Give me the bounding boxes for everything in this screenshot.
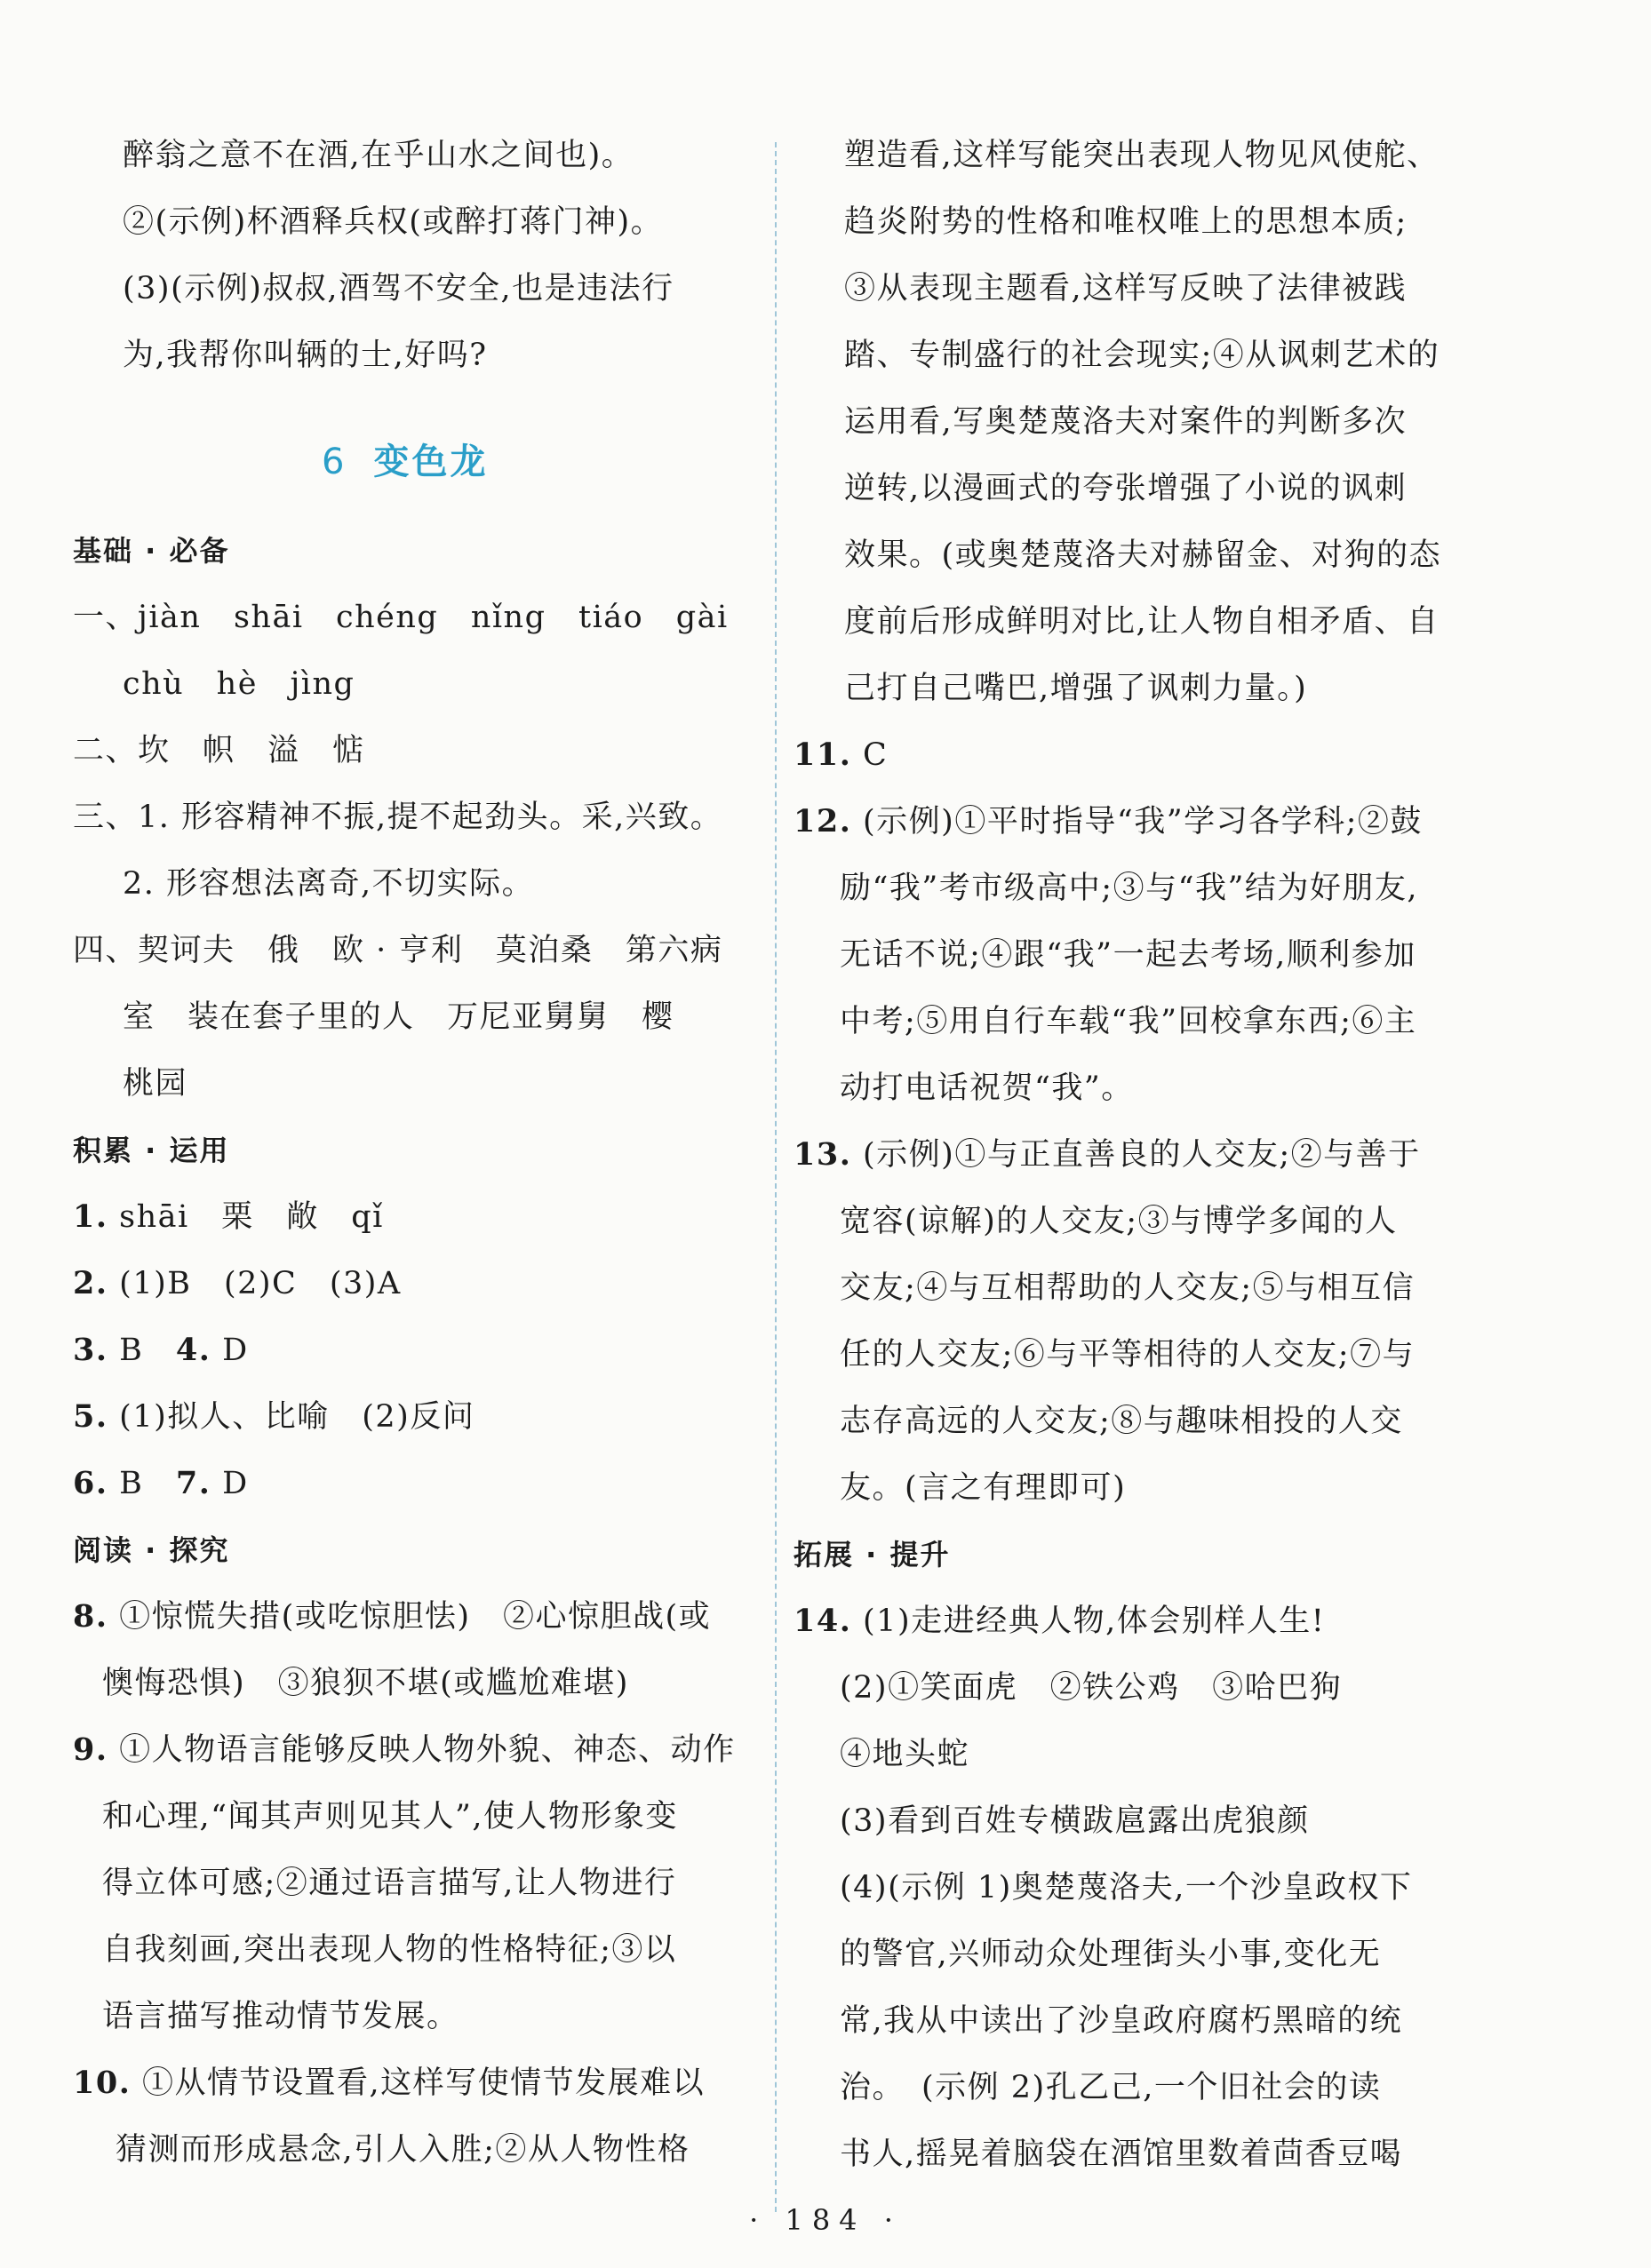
answer-text: (1)B (2)C (3)A (108, 1266, 402, 1301)
column-divider (775, 142, 777, 2212)
answer-number: 8. (73, 1598, 108, 1635)
answer-line: 效果。(或奥楚蔑洛夫对赫留金、对狗的态 (844, 537, 1442, 573)
answer-6-7 (73, 1464, 249, 1503)
section-header: 阅读 · 探究 (73, 1533, 230, 1567)
answer-14 (794, 1602, 1325, 1641)
answer-number: 14. (794, 1603, 852, 1639)
answer-1 (73, 1198, 384, 1237)
answer-line: 中考;⑤用自行车载“我”回校拿东西;⑥主 (840, 1004, 1417, 1039)
answer-line: 任的人交友;⑥与平等相待的人交友;⑦与 (840, 1337, 1416, 1373)
answer-line: ④地头蛇 (840, 1737, 970, 1772)
answer-line: 三、1. 形容精神不振,提不起劲头。采,兴致。 (73, 800, 723, 835)
answer-text: ①人物语言能够反映人物外貌、神态、动作 (108, 1732, 736, 1768)
answer-line: 书人,摇晃着脑袋在酒馆里数着茴香豆喝 (840, 2137, 1403, 2172)
text-line: (3)(示例)叔叔,酒驾不安全,也是违法行 (123, 271, 674, 306)
lesson-number: 6 (322, 442, 347, 482)
answer-number: 1. (73, 1198, 108, 1235)
answer-line: (3)看到百姓专横跋扈露出虎狼颜 (840, 1803, 1310, 1839)
text-line: 为,我帮你叫辆的士,好吗? (123, 338, 488, 373)
answer-number: 5. (73, 1398, 108, 1435)
answer-line: 懊悔恐惧) ③狼狈不堪(或尴尬难堪) (102, 1666, 629, 1701)
answer-13 (794, 1135, 1421, 1174)
answer-number: 9. (73, 1731, 108, 1768)
answer-11 (794, 736, 888, 775)
answer-line: 友。(言之有理即可) (840, 1470, 1127, 1506)
section-header: 拓展 · 提升 (794, 1538, 951, 1572)
answer-line: 治。 (示例 2)孔乙己,一个旧社会的读 (840, 2070, 1382, 2105)
section-header: 基础 · 必备 (73, 534, 230, 568)
answer-text: D (211, 1333, 249, 1368)
answer-text: (示例)①平时指导“我”学习各学科;②鼓 (851, 804, 1423, 840)
answer-line: 猜测而形成悬念,引人入胜;②从人物性格 (116, 2132, 690, 2168)
answer-text: ①从情节设置看,这样写使情节发展难以 (131, 2065, 706, 2101)
answer-text: shāi 栗 敞 qǐ (108, 1199, 384, 1235)
answer-line: 四、契诃夫 俄 欧 · 亨利 莫泊桑 第六病 (73, 933, 723, 968)
answer-line: 常,我从中读出了沙皇政府腐朽黑暗的统 (840, 2003, 1403, 2039)
page-number-value: 184 (785, 2203, 866, 2237)
answer-2 (73, 1264, 402, 1303)
answer-line: 塑造看,这样写能突出表现人物见风使舵、 (844, 138, 1440, 173)
text-line: ②(示例)杯酒释兵权(或醉打蒋门神)。 (123, 204, 664, 240)
answer-line: (4)(示例 1)奥楚蔑洛夫,一个沙皇政权下 (840, 1870, 1413, 1906)
answer-number: 4. (175, 1332, 211, 1368)
lesson-title-text: 变色龙 (373, 442, 489, 482)
answer-line: 的警官,兴师动众处理街头小事,变化无 (840, 1937, 1382, 1972)
answer-line: chù hè jìng (123, 666, 355, 702)
answer-3-4 (73, 1331, 249, 1370)
answer-text: B (108, 1333, 176, 1368)
answer-line: ③从表现主题看,这样写反映了法律被践 (844, 271, 1408, 306)
answer-line: 无话不说;④跟“我”一起去考场,顺利参加 (840, 937, 1416, 973)
answer-number: 11. (794, 736, 852, 773)
answer-line: 度前后形成鲜明对比,让人物自相矛盾、自 (844, 604, 1440, 640)
answer-number: 6. (73, 1465, 108, 1501)
answer-5 (73, 1397, 475, 1436)
answer-line: 和心理,“闻其声则见其人”,使人物形象变 (102, 1799, 679, 1834)
answer-line: 运用看,写奥楚蔑洛夫对案件的判断多次 (844, 404, 1408, 440)
answer-number: 13. (794, 1136, 852, 1173)
answer-line: 2. 形容想法离奇,不切实际。 (123, 866, 535, 902)
answer-number: 10. (73, 2065, 132, 2101)
answer-line: 志存高远的人交友;⑧与趣味相投的人交 (840, 1404, 1403, 1439)
answer-number: 2. (73, 1265, 108, 1301)
answer-line: 踏、专制盛行的社会现实;④从讽刺艺术的 (844, 338, 1440, 373)
answer-line: 励“我”考市级高中;③与“我”结为好朋友, (840, 871, 1418, 906)
answer-text: (1)拟人、比喻 (2)反问 (108, 1399, 475, 1435)
answer-number: 3. (73, 1332, 108, 1368)
answer-text: (示例)①与正直善良的人交友;②与善于 (851, 1137, 1421, 1173)
answer-line: 桃园 (123, 1066, 188, 1102)
answer-number: 12. (794, 803, 852, 840)
answer-text: C (851, 737, 889, 773)
page-number: · 184 · (749, 2203, 902, 2237)
answer-line: 一、jiàn shāi chéng nǐng tiáo gài (73, 600, 729, 635)
answer-line: 逆转,以漫画式的夸张增强了小说的讽刺 (844, 471, 1408, 506)
answer-line: 得立体可感;②通过语言描写,让人物进行 (102, 1866, 677, 1901)
answer-10 (73, 2064, 705, 2103)
answer-line: 动打电话祝贺“我”。 (840, 1070, 1134, 1106)
answer-line: 己打自己嘴巴,增强了讽刺力量。) (844, 671, 1308, 706)
answer-12 (794, 802, 1423, 841)
answer-text: B (108, 1466, 176, 1501)
answer-line: 交友;④与互相帮助的人交友;⑤与相互信 (840, 1270, 1416, 1306)
answer-line: 自我刻画,突出表现人物的性格特征;③以 (102, 1932, 677, 1968)
answer-line: (2)①笑面虎 ②铁公鸡 ③哈巴狗 (840, 1670, 1343, 1706)
answer-text: (1)走进经典人物,体会别样人生! (851, 1604, 1326, 1639)
text-line: 醉翁之意不在酒,在乎山水之间也)。 (123, 138, 634, 173)
answer-8 (73, 1597, 711, 1636)
lesson-title (322, 434, 488, 484)
answer-text: ①惊慌失措(或吃惊胆怯) ②心惊胆战(或 (108, 1599, 712, 1635)
answer-line: 宽容(谅解)的人交友;③与博学多闻的人 (840, 1204, 1398, 1239)
section-header: 积累 · 运用 (73, 1134, 230, 1167)
answer-line: 二、坎 帜 溢 惦 (73, 733, 365, 768)
answer-9 (73, 1731, 736, 1770)
answer-number: 7. (175, 1465, 211, 1501)
answer-text: D (211, 1466, 249, 1501)
answer-line: 语言描写推动情节发展。 (102, 1999, 459, 2034)
answer-line: 趋炎附势的性格和唯权唯上的思想本质; (844, 204, 1408, 240)
answer-line: 室 装在套子里的人 万尼亚舅舅 樱 (123, 999, 674, 1035)
